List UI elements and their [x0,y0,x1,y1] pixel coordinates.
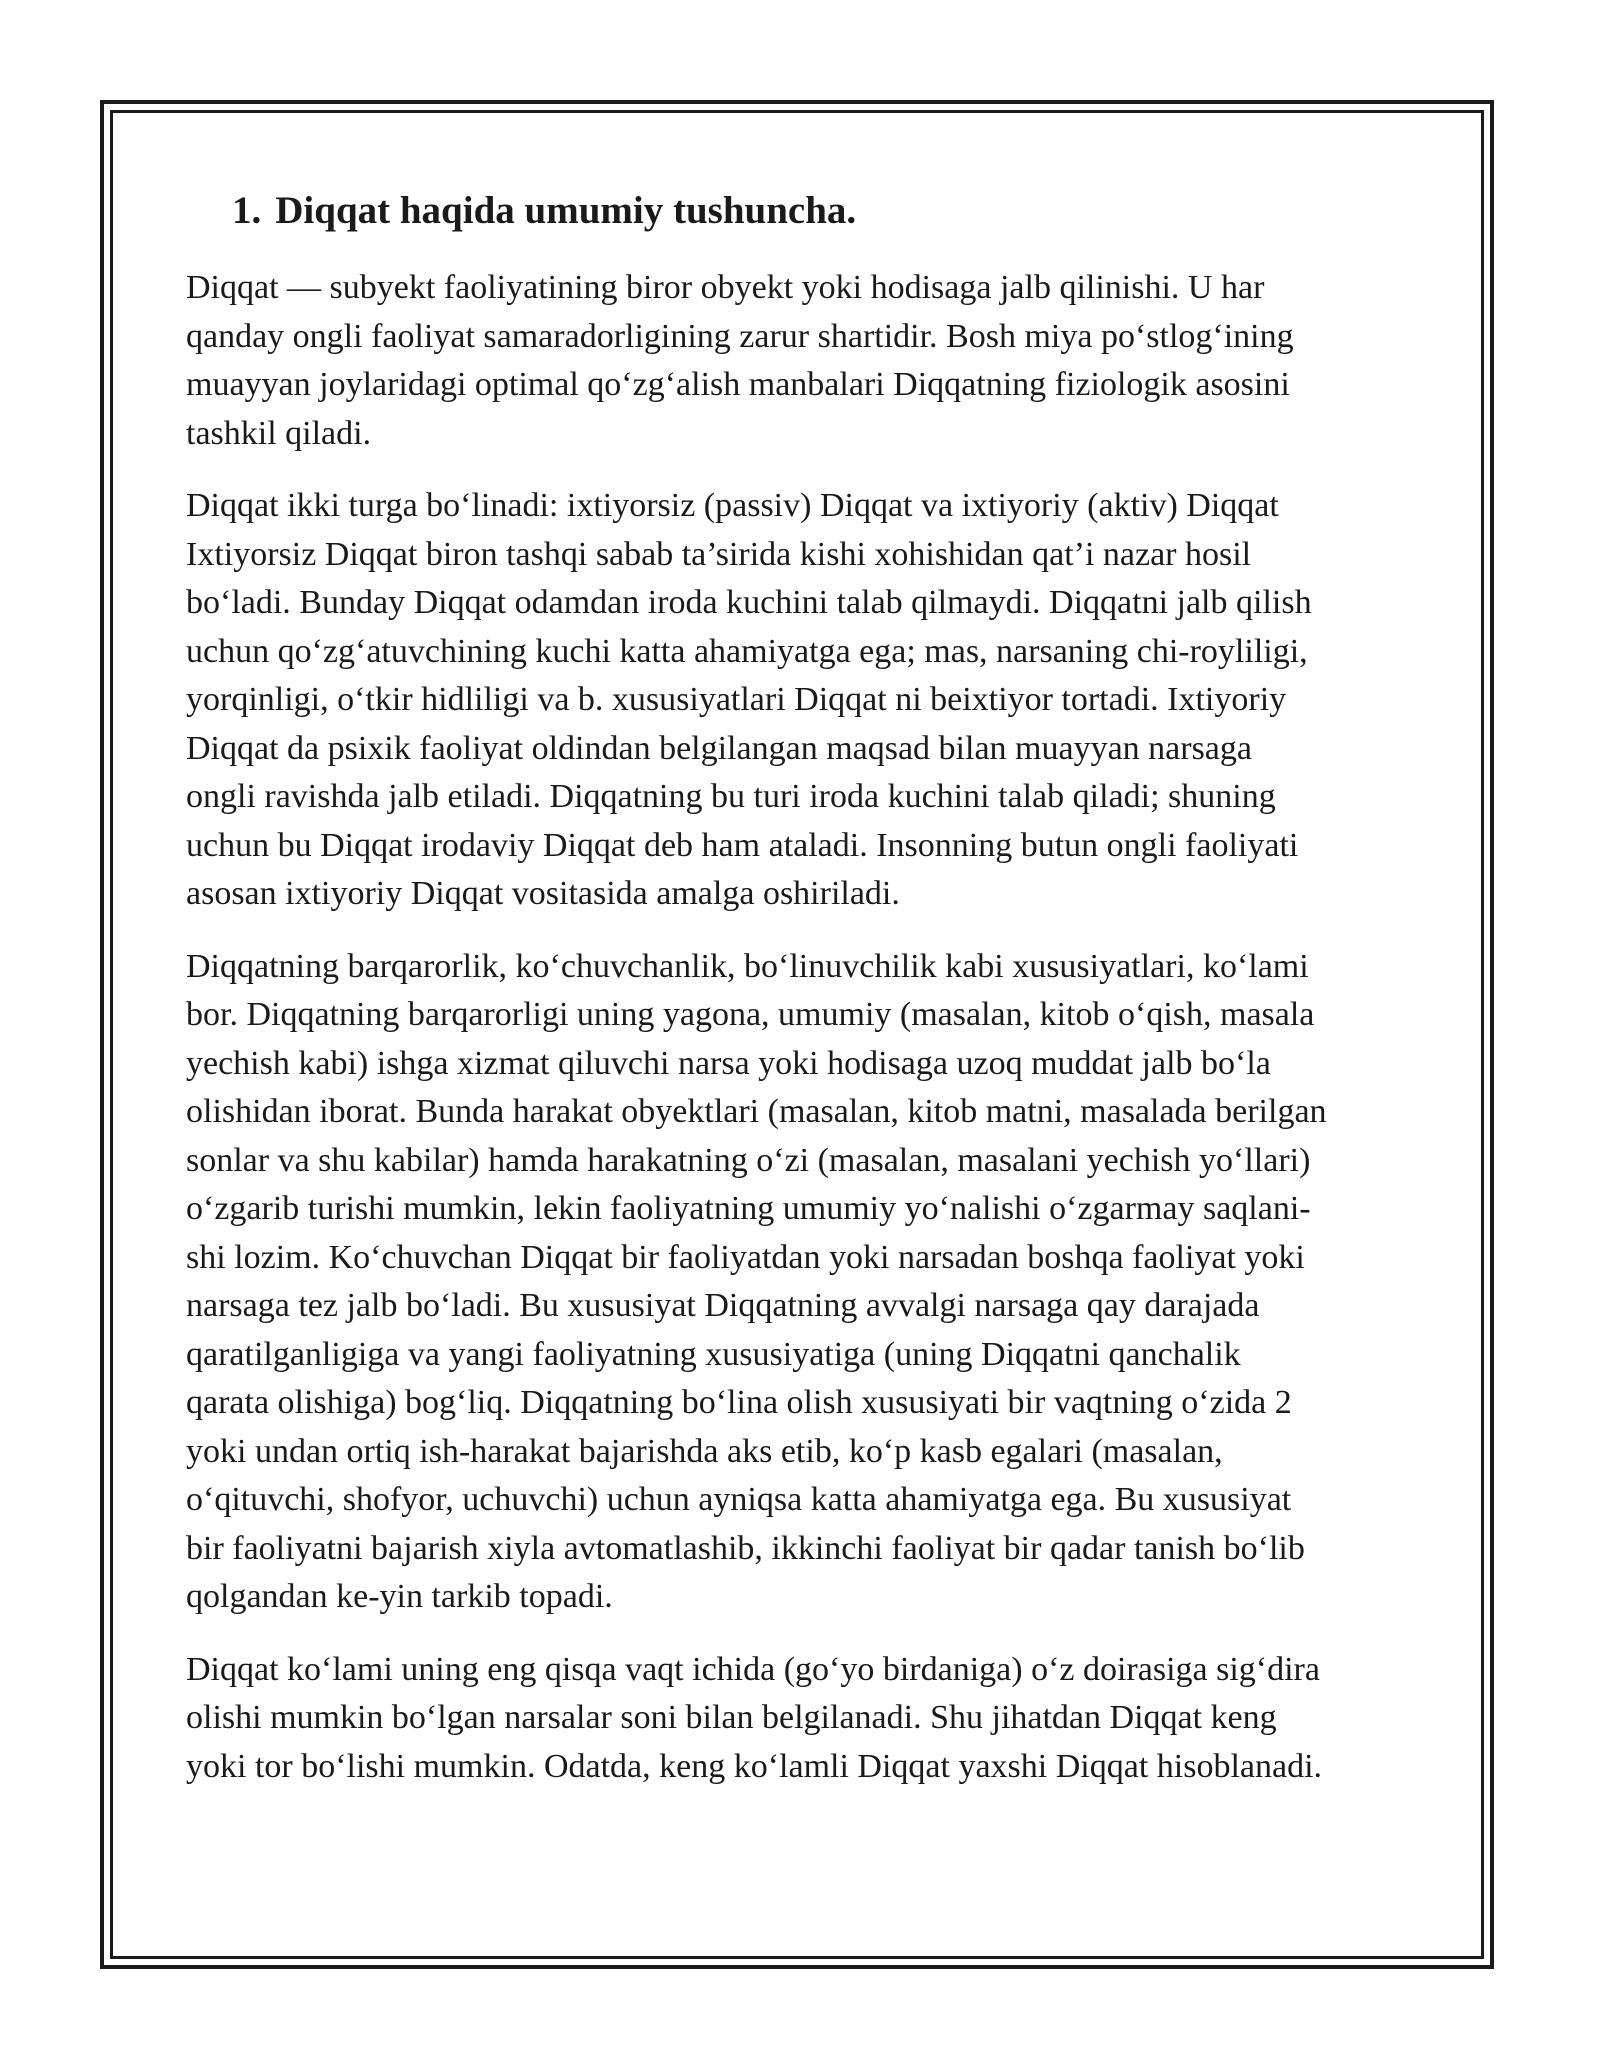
section-heading [232,186,1426,236]
section-title: Diqqat haqida umumiy tushuncha. [275,189,857,232]
paragraph-2: Diqqat ikki turga bo‘linadi: ixtiyorsiz (passiv) Diqqat va ixtiyoriy (aktiv) Diqqat Ixtiyorsiz Diqqat biron tashqi sabab ta’sirida kishi xohishidan qat’i nazar hosil bo‘ladi. Bunday Diqqat odamdan iroda kuchini talab qilmaydi. Diqqatni jalb qilish uchun qo‘zg‘atuvchining kuchi katta ahamiyatga ega; mas, narsaning chi-royliligi, yorqinligi, o‘tkir hidliligi va b. xususiyatlari Diqqat ni beixtiyor tortadi. Ixtiyoriy Diqqat da psixik faoliyat oldindan belgilangan maqsad bilan muayyan narsaga ongli ravishda jalb etiladi. Diqqatning bu turi iroda kuchini talab qiladi; shuning uchun bu Diqqat irodaviy Diqqat deb ham ataladi. Insonning butun ongli faoliyati asosan ixtiyoriy Diqqat vositasida amalga oshiriladi. [186,487,1312,912]
paragraph-1: Diqqat — subyekt faoliyatining biror obyekt yoki hodisaga jalb qilinishi. U har qanday ongli faoliyat samaradorligining zarur shartidir. Bosh miya po‘stlog‘ining muayyan joylaridagi optimal qo‘zg‘alish manbalari Diqqatning fiziologik asosini tashkil qiladi. [186,269,1294,452]
paragraph-3: Diqqatning barqarorlik, ko‘chuvchanlik, bo‘linuvchilik kabi xususiyatlari, ko‘lami bor. Diqqatning barqarorligi uning yagona, umumiy (masalan, kitob o‘qish, masala yechish kabi) ishga xizmat qiluvchi narsa yoki hodisaga uzoq muddat jalb bo‘la olishidan iborat. Bunda harakat obyektlari (masalan, kitob matni, masalada berilgan sonlar va shu kabilar) hamda harakatning o‘zi (masalan, masalani yechish yo‘llari) o‘zgarib turishi mumkin, lekin faoliyatning umumiy yo‘nalishi o‘zgarmay saqlani- shi lozim. Ko‘chuvchan Diqqat bir faoliyatdan yoki narsadan boshqa faoliyat yoki narsaga tez jalb bo‘ladi. Bu xususiyat Diqqatning avvalgi narsaga qay darajada qaratilganligiga va yangi faoliyatning xususiyatiga (uning Diqqatni qanchalik qarata olishiga) bog‘liq. Diqqatning bo‘lina olish xususiyati bir vaqtning o‘zida 2 yoki undan ortiq ish-harakat bajarishda aks etib, ko‘p kasb egalari (masalan, o‘qituvchi, shofyor, uchuvchi) uchun ayniqsa katta ahamiyatga ega. Bu xususiyat bir faoliyatni bajarish xiyla avtomatlashib, ikkinchi faoliyat bir qadar tanish bo‘lib qolgandan ke-yin tarkib topadi. [186,947,1327,1615]
section-number: 1. [232,189,262,232]
paragraph-4: Diqqat ko‘lami uning eng qisqa vaqt ichida (go‘yo birdaniga) o‘z doirasiga sig‘dira olishi mumkin bo‘lgan narsalar soni bilan belgilanadi. Shu jihatdan Diqqat keng yoki tor bo‘lishi mumkin. Odatda, keng ko‘lamli Diqqat yaxshi Diqqat hisoblanadi. [186,1650,1323,1785]
document-body [186,186,1426,1815]
